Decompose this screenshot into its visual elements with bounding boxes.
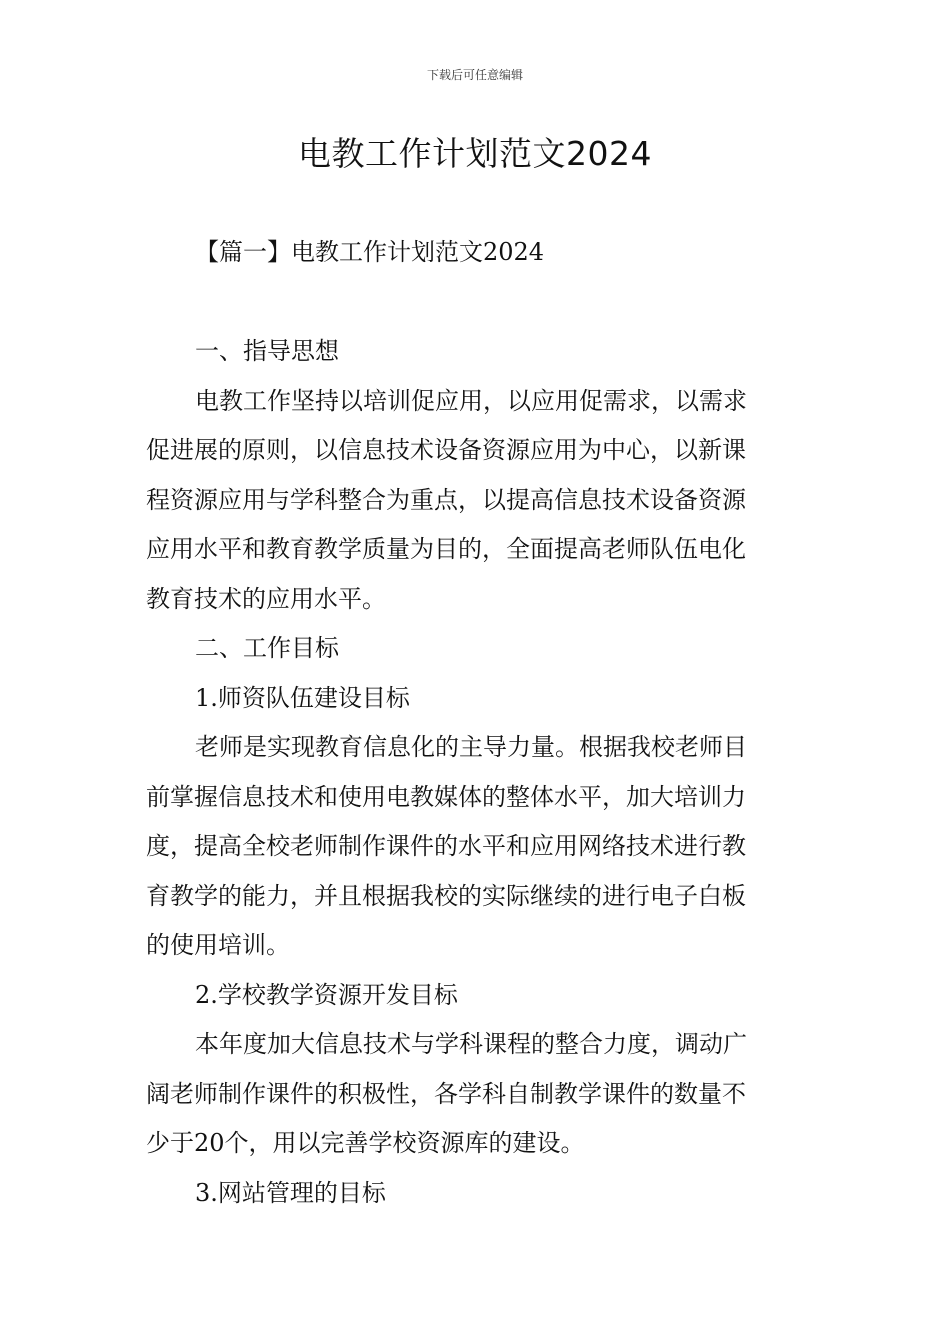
body-text-line: 前掌握信息技术和使用电教媒体的整体水平，加大培训力 — [146, 782, 746, 811]
section-title: 【篇一】电教工作计划范文2024 — [195, 238, 545, 266]
document-body — [146, 327, 808, 1218]
body-text-line: 1.师资队伍建设目标 — [195, 683, 410, 712]
page-header-note: 下载后可任意编辑 — [426, 68, 523, 82]
body-text-line: 育教学的能力，并且根据我校的实际继续的进行电子白板 — [146, 881, 746, 910]
body-text-line: 电教工作坚持以培训促应用，以应用促需求，以需求 — [195, 386, 747, 415]
body-text-line: 2.学校教学资源开发目标 — [195, 980, 458, 1009]
body-text-line: 3.网站管理的目标 — [195, 1178, 386, 1207]
body-text-line: 一、指导思想 — [195, 337, 339, 365]
body-text-line: 应用水平和教育教学质量为目的，全面提高老师队伍电化 — [146, 535, 746, 563]
body-text-line: 老师是实现教育信息化的主导力量。根据我校老师目 — [195, 733, 747, 761]
body-text-line: 二、工作目标 — [195, 634, 339, 662]
body-text-line: 教育技术的应用水平。 — [146, 584, 386, 613]
body-text-line: 阔老师制作课件的积极性，各学科自制教学课件的数量不 — [146, 1079, 746, 1108]
body-text-line: 本年度加大信息技术与学科课程的整合力度，调动广 — [195, 1030, 747, 1058]
body-text-line: 促进展的原则，以信息技术设备资源应用为中心，以新课 — [146, 436, 746, 464]
document-title: 电教工作计划范文2024 — [298, 134, 652, 173]
body-text-line: 少于20个，用以完善学校资源库的建设。 — [146, 1129, 585, 1157]
body-text-line: 的使用培训。 — [146, 931, 290, 959]
body-text-line: 度，提高全校老师制作课件的水平和应用网络技术进行教 — [146, 832, 746, 860]
body-text-line: 程资源应用与学科整合为重点，以提高信息技术设备资源 — [146, 485, 746, 514]
